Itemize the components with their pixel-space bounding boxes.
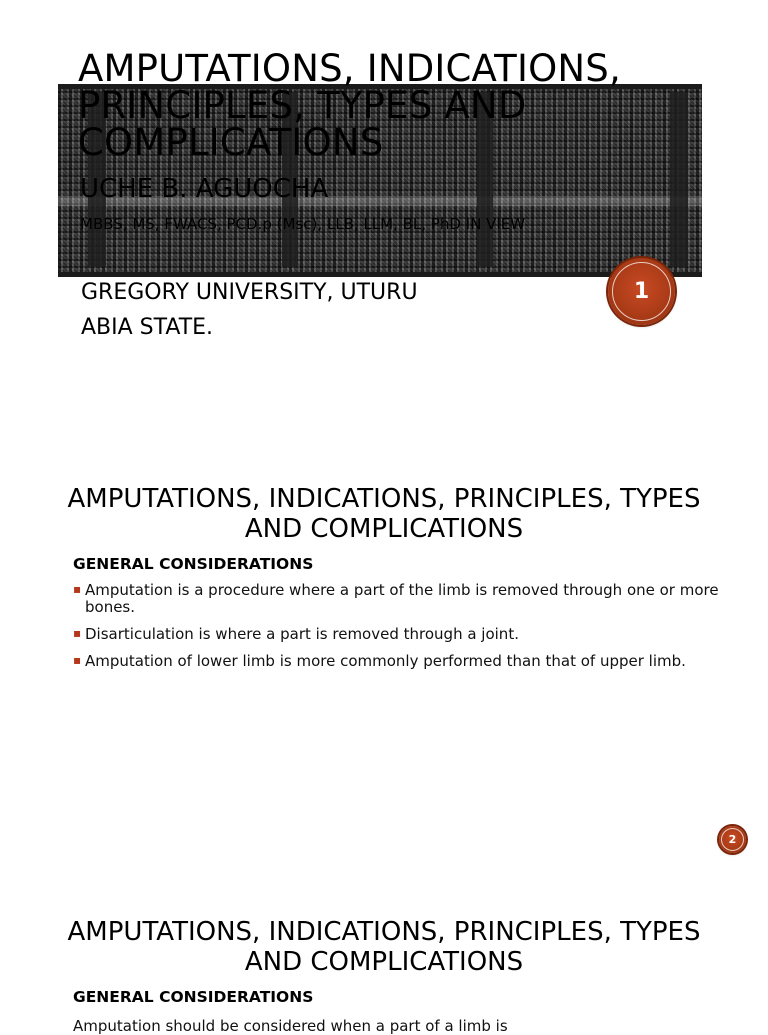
bullet-icon: ▪	[73, 653, 82, 667]
slide-number-badge	[608, 258, 675, 325]
bullet-text: Amputation is a procedure where a part of the limb is removed through one or more bones.	[85, 581, 719, 616]
bullet-list	[73, 582, 723, 680]
content-slide	[0, 870, 768, 1035]
slide-number-badge	[719, 826, 746, 853]
section-heading: GENERAL CONSIDERATIONS	[73, 555, 314, 573]
list-item	[73, 582, 723, 616]
bullet-text: Amputation of lower limb is more commonly performed than that of upper limb.	[85, 652, 686, 670]
slide-title: AMPUTATIONS, INDICATIONS, PRINCIPLES, TYPES AND COMPLICATIONS	[67, 484, 701, 544]
slide-number: 2	[728, 833, 737, 846]
author-credentials: MBBS, MS, FWACS, PCD.p (Msc), LLB, LLM, BL, PhD IN VIEW	[80, 215, 526, 233]
bullet-icon: ▪	[73, 582, 82, 596]
list-item	[73, 626, 723, 643]
section-heading: GENERAL CONSIDERATIONS	[73, 988, 314, 1006]
title-slide	[0, 0, 768, 440]
bullet-text: Disarticulation is where a part is removed through a joint.	[85, 625, 519, 643]
slide-number: 1	[633, 279, 650, 304]
presentation-title: AMPUTATIONS, INDICATIONS, PRINCIPLES, TYPES AND COMPLICATIONS	[78, 47, 621, 164]
content-slide	[0, 440, 768, 870]
list-item	[73, 653, 723, 670]
banner-bottom-edge	[58, 272, 702, 277]
bullet-icon: ▪	[73, 626, 82, 640]
body-text: Amputation should be considered when a part of a limb is	[73, 1017, 508, 1035]
slide-title: AMPUTATIONS, INDICATIONS, PRINCIPLES, TYPES AND COMPLICATIONS	[67, 917, 701, 977]
author-name: UCHE B. AGUOCHA	[80, 174, 329, 204]
affiliation-university: GREGORY UNIVERSITY, UTURU	[81, 280, 418, 305]
affiliation-state: ABIA STATE.	[81, 315, 214, 340]
